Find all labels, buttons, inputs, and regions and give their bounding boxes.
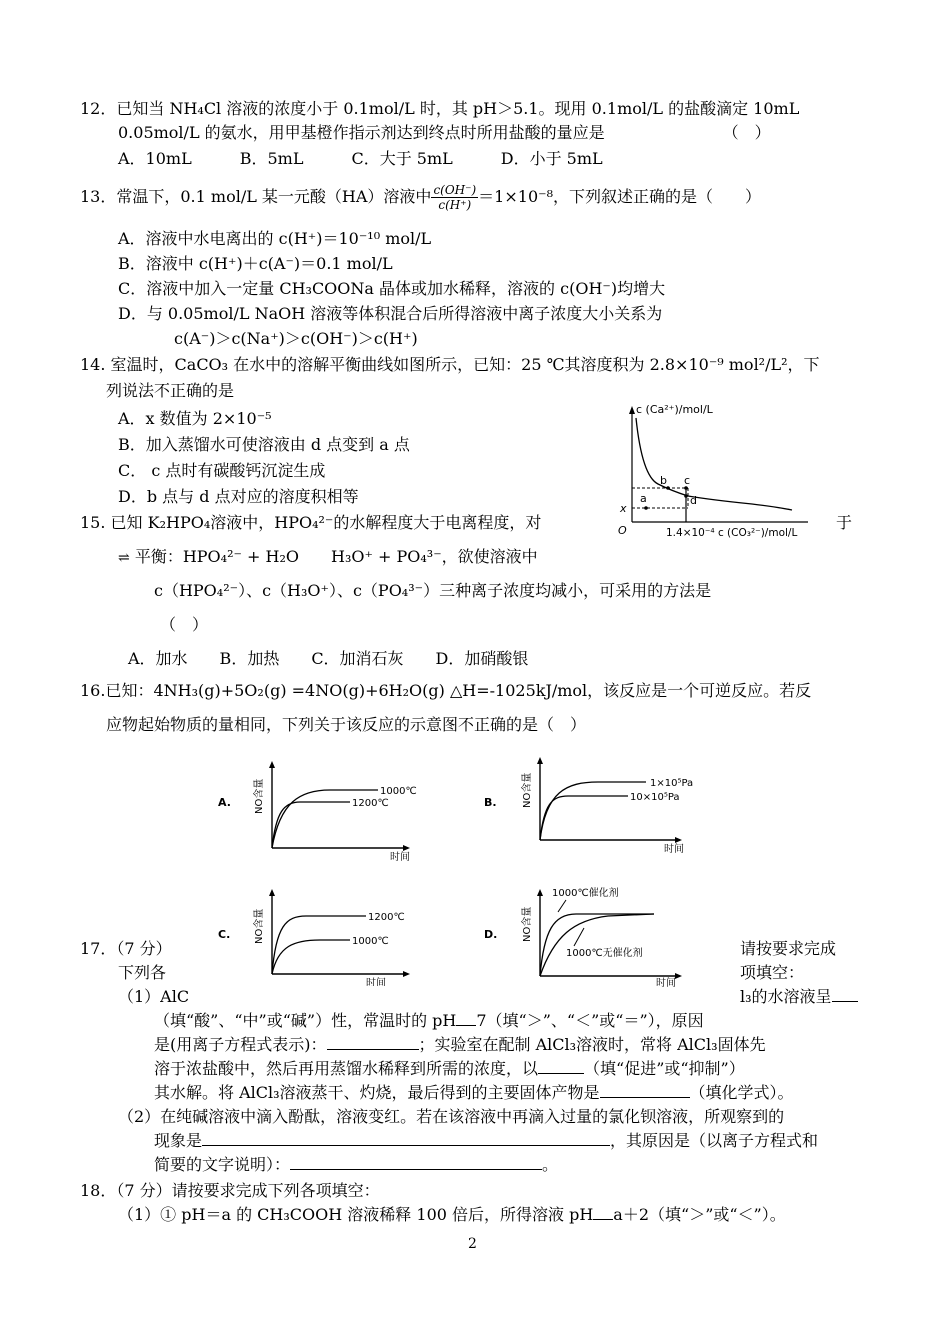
q14-label-d: d <box>690 494 697 507</box>
q13-option-d-relation: c(A⁻)＞c(Na⁺)＞c(OH⁻)＞c(H⁺) <box>174 329 418 348</box>
q17-right1: 请按要求完成 <box>740 939 837 958</box>
q16-a-tag: A. <box>218 796 231 809</box>
q14-line2: 列说法不正确的是 <box>106 381 235 400</box>
q14-point-a <box>644 506 648 510</box>
q15-answer-paren: （ ） <box>160 615 209 634</box>
q17-p1-left: （1）AlC <box>118 987 190 1006</box>
q17-p1-line5 <box>154 1082 794 1104</box>
q15-line1: 15. 已知 K₂HPO₄溶液中，HPO₄²⁻的水解程度大于电离程度，对 <box>80 513 542 532</box>
q13-stem-b: ＝1×10⁻⁸，下列叙述正确的是（ ） <box>478 187 761 206</box>
q15-line2 <box>118 546 538 569</box>
q17-blank-promote-inhibit[interactable] <box>538 1073 584 1074</box>
q16-graph-a <box>210 752 440 862</box>
q17-p2-l3-a: 简要的文字说明）： <box>154 1155 291 1174</box>
q18-blank-ph-compare[interactable] <box>593 1219 613 1220</box>
q16-graph-d <box>478 876 718 988</box>
q15-line3: c（HPO₄²⁻）、c（H₃O⁺）、c（PO₄³⁻）三种离子浓度均减小，可采用的方法是 <box>154 581 712 600</box>
page-number: 2 <box>468 1236 477 1252</box>
q14-label-b: b <box>660 474 667 487</box>
q17-p1-l2-b: 7（填“＞”、“＜”或“＝”），原因 <box>476 1011 704 1030</box>
q18-p1-b: a＋2（填“＞”或“＜”）。 <box>613 1205 786 1224</box>
q16-b-curve-bottom <box>540 796 628 840</box>
q17-p1-l5-a: 其水解。将 AlCl₃溶液蒸干、灼烧，最后得到的主要固体产物是 <box>154 1083 600 1102</box>
q13-stem <box>80 180 761 214</box>
q17-p2-line1: （2）在纯碱溶液中滴入酚酞，溶液变红。若在该溶液中再滴入过量的氯化钡溶液，所观察到的 <box>118 1107 785 1126</box>
q18-p1 <box>118 1204 786 1226</box>
q17-p1-line3 <box>154 1034 766 1056</box>
q13-fraction <box>431 183 478 212</box>
q14-label-c: c <box>684 474 691 487</box>
q17-p1-line2 <box>154 1010 704 1032</box>
q16-a-top-label: 1000℃ <box>380 786 417 797</box>
q17-p1-l4-b: （填“促进”或“抑制”） <box>584 1059 745 1078</box>
q13-option-d: D．与 0.05mol/L NaOH 溶液等体积混合后所得溶液中离子浓度大小关系为 <box>118 304 663 323</box>
q13-option-a: A．溶液中水电离出的 c(H⁺)＝10⁻¹⁰ mol/L <box>118 229 432 248</box>
q14-equilibrium-curve <box>636 418 792 510</box>
q12-line2 <box>118 122 771 144</box>
q17-p2-l2-a: 现象是 <box>154 1131 203 1150</box>
q16-b-tag: B. <box>484 796 497 809</box>
q16-b-top-label: 1×10⁵Pa <box>650 778 694 789</box>
q14-option-d: D．b 点与 d 点对应的溶度积相等 <box>118 487 359 506</box>
q18-p1-a: （1）① pH＝a 的 CH₃COOH 溶液稀释 100 倍后，所得溶液 pH <box>118 1205 594 1224</box>
q15-options: A．加水 B．加热 C．加消石灰 D．加硝酸银 <box>128 649 529 668</box>
q14-y-arrow <box>629 406 635 414</box>
q14-ylabel: c (Ca²⁺)/mol/L <box>636 403 713 416</box>
q18-number: 18．（7 分）请按要求完成下列各项填空： <box>80 1181 380 1200</box>
q16-b-curve-top <box>540 782 646 840</box>
q17-p1-l3-b: ；实验室在配制 AlCl₃溶液时，常将 AlCl₃固体先 <box>418 1035 766 1054</box>
q13-stem-a: 13．常温下，0.1 mol/L 某一元酸（HA）溶液中 <box>80 187 432 206</box>
q15-equilibrium: 平衡：HPO₄²⁻ + H₂O H₃O⁺ + PO₄³⁻，欲使溶液中 <box>134 547 538 566</box>
q16-graph-b <box>478 752 718 862</box>
q16-a-curve-bottom <box>272 802 350 848</box>
q17-p1-right <box>740 986 858 1008</box>
q13-frac-num: c(OH⁻) <box>433 183 477 197</box>
q17-p1-l2-a: （填“酸”、“中”或“碱”）性，常温时的 pH <box>154 1011 457 1030</box>
q17-p1-l3-a: 是(用离子方程式表示)： <box>154 1035 327 1054</box>
q16-d-curve-no-catalyst <box>540 914 654 976</box>
q16-b-bottom-label: 10×10⁵Pa <box>630 792 680 803</box>
q16-c-tag: C. <box>218 928 231 941</box>
q16-c-curve-bottom <box>272 940 350 974</box>
q17-blank-phenomenon[interactable] <box>202 1145 610 1146</box>
q17-p2-line3 <box>154 1154 558 1176</box>
q16-d-bottom-label: 1000℃无催化剂 <box>566 948 643 959</box>
q17-blank-equation[interactable] <box>327 1049 419 1050</box>
q17-blank-ph[interactable] <box>456 1025 476 1026</box>
q16-a-bottom-label: 1200℃ <box>352 798 389 809</box>
q17-number: 17．（7 分） <box>80 939 172 958</box>
q14-line1: 14. 室温时，CaCO₃ 在水中的溶解平衡曲线如图所示，已知：25 ℃其溶度积为 2.8×10⁻⁹ mol²/L²，下 <box>80 355 820 374</box>
q17-blank-acidity[interactable] <box>832 1001 858 1002</box>
q16-c-ylabel: NO含量 <box>254 908 265 944</box>
q16-c-top-label: 1200℃ <box>368 912 405 923</box>
q17-p2-l2-b: ，其原因是（以离子方程式和 <box>610 1131 819 1150</box>
q17-right2: 项填空： <box>740 963 805 982</box>
q17-p2-l3-b: 。 <box>542 1155 559 1174</box>
q16-d-xlabel: 时间 <box>656 978 676 988</box>
q17-left2: 下列各 <box>118 963 167 982</box>
q15-equilibrium-arrow: ⇌ <box>118 550 130 566</box>
q15-line1-tail: 于 <box>836 513 853 532</box>
q14-option-b: B．加入蒸馏水可使溶液由 d 点变到 a 点 <box>118 435 410 454</box>
q16-line2: 应物起始物质的量相同，下列关于该反应的示意图不正确的是（ ） <box>106 715 587 734</box>
q14-point-d <box>684 494 688 498</box>
q16-a-xlabel: 时间 <box>390 852 410 862</box>
q12-stem: 0.05mol/L 的氨水，用甲基橙作指示剂达到终点时所用盐酸的量应是 <box>118 123 605 142</box>
q17-p1-l4-a: 溶于浓盐酸中，然后再用蒸馏水稀释到所需的浓度，以 <box>154 1059 539 1078</box>
q16-a-ylabel: NO含量 <box>254 778 265 814</box>
q16-b-xlabel: 时间 <box>664 844 684 855</box>
q17-p2-line2 <box>154 1130 818 1152</box>
q12-line1: 12．已知当 NH₄Cl 溶液的浓度小于 0.1mol/L 时，其 pH＞5.1。现用 0.1mol/L 的盐酸滴定 10mL <box>80 99 800 118</box>
q16-graph-c <box>210 876 440 986</box>
q14-label-x: x <box>620 502 627 515</box>
q12-options: A．10mL B．5mL C．大于 5mL D．小于 5mL <box>118 149 603 168</box>
q17-p1-line4 <box>154 1058 745 1080</box>
q14-xlabel: 1.4×10⁻⁴ c (CO₃²⁻)/mol/L <box>666 527 798 539</box>
q16-d-tag: D. <box>484 928 498 941</box>
q17-p1-l5-b: （填化学式）。 <box>689 1083 794 1102</box>
q16-d-top-label: 1000℃催化剂 <box>552 888 619 899</box>
q14-solubility-graph <box>612 396 842 544</box>
q12-answer-paren: （ ） <box>722 123 771 142</box>
q17-blank-product[interactable] <box>600 1097 690 1098</box>
q17-blank-reason[interactable] <box>290 1169 542 1170</box>
q14-option-a: A．x 数值为 2×10⁻⁵ <box>118 409 272 428</box>
q14-option-c: C． c 点时有碳酸钙沉淀生成 <box>118 461 326 480</box>
q13-frac-den: c(H⁺) <box>438 198 472 212</box>
q16-d-ylabel: NO含量 <box>522 906 533 942</box>
q16-c-bottom-label: 1000℃ <box>352 936 389 947</box>
q13-option-b: B．溶液中 c(H⁺)＋c(A⁻)＝0.1 mol/L <box>118 254 393 273</box>
q17-p1-right-text: l₃的水溶液呈 <box>740 987 832 1006</box>
q16-b-ylabel: NO含量 <box>522 772 533 808</box>
q14-label-a: a <box>640 492 647 505</box>
q16-line1: 16.已知：4NH₃(g)+5O₂(g) =4NO(g)+6H₂O(g) △H=-1025kJ/mol，该反应是一个可逆反应。若反 <box>80 681 812 700</box>
q13-option-c: C．溶液中加入一定量 CH₃COONa 晶体或加水稀释，溶液的 c(OH⁻)均增大 <box>118 279 666 298</box>
q16-d-curve-catalyst <box>540 914 654 976</box>
q14-origin: O <box>618 524 627 537</box>
q16-c-xlabel: 时间 <box>366 978 386 986</box>
